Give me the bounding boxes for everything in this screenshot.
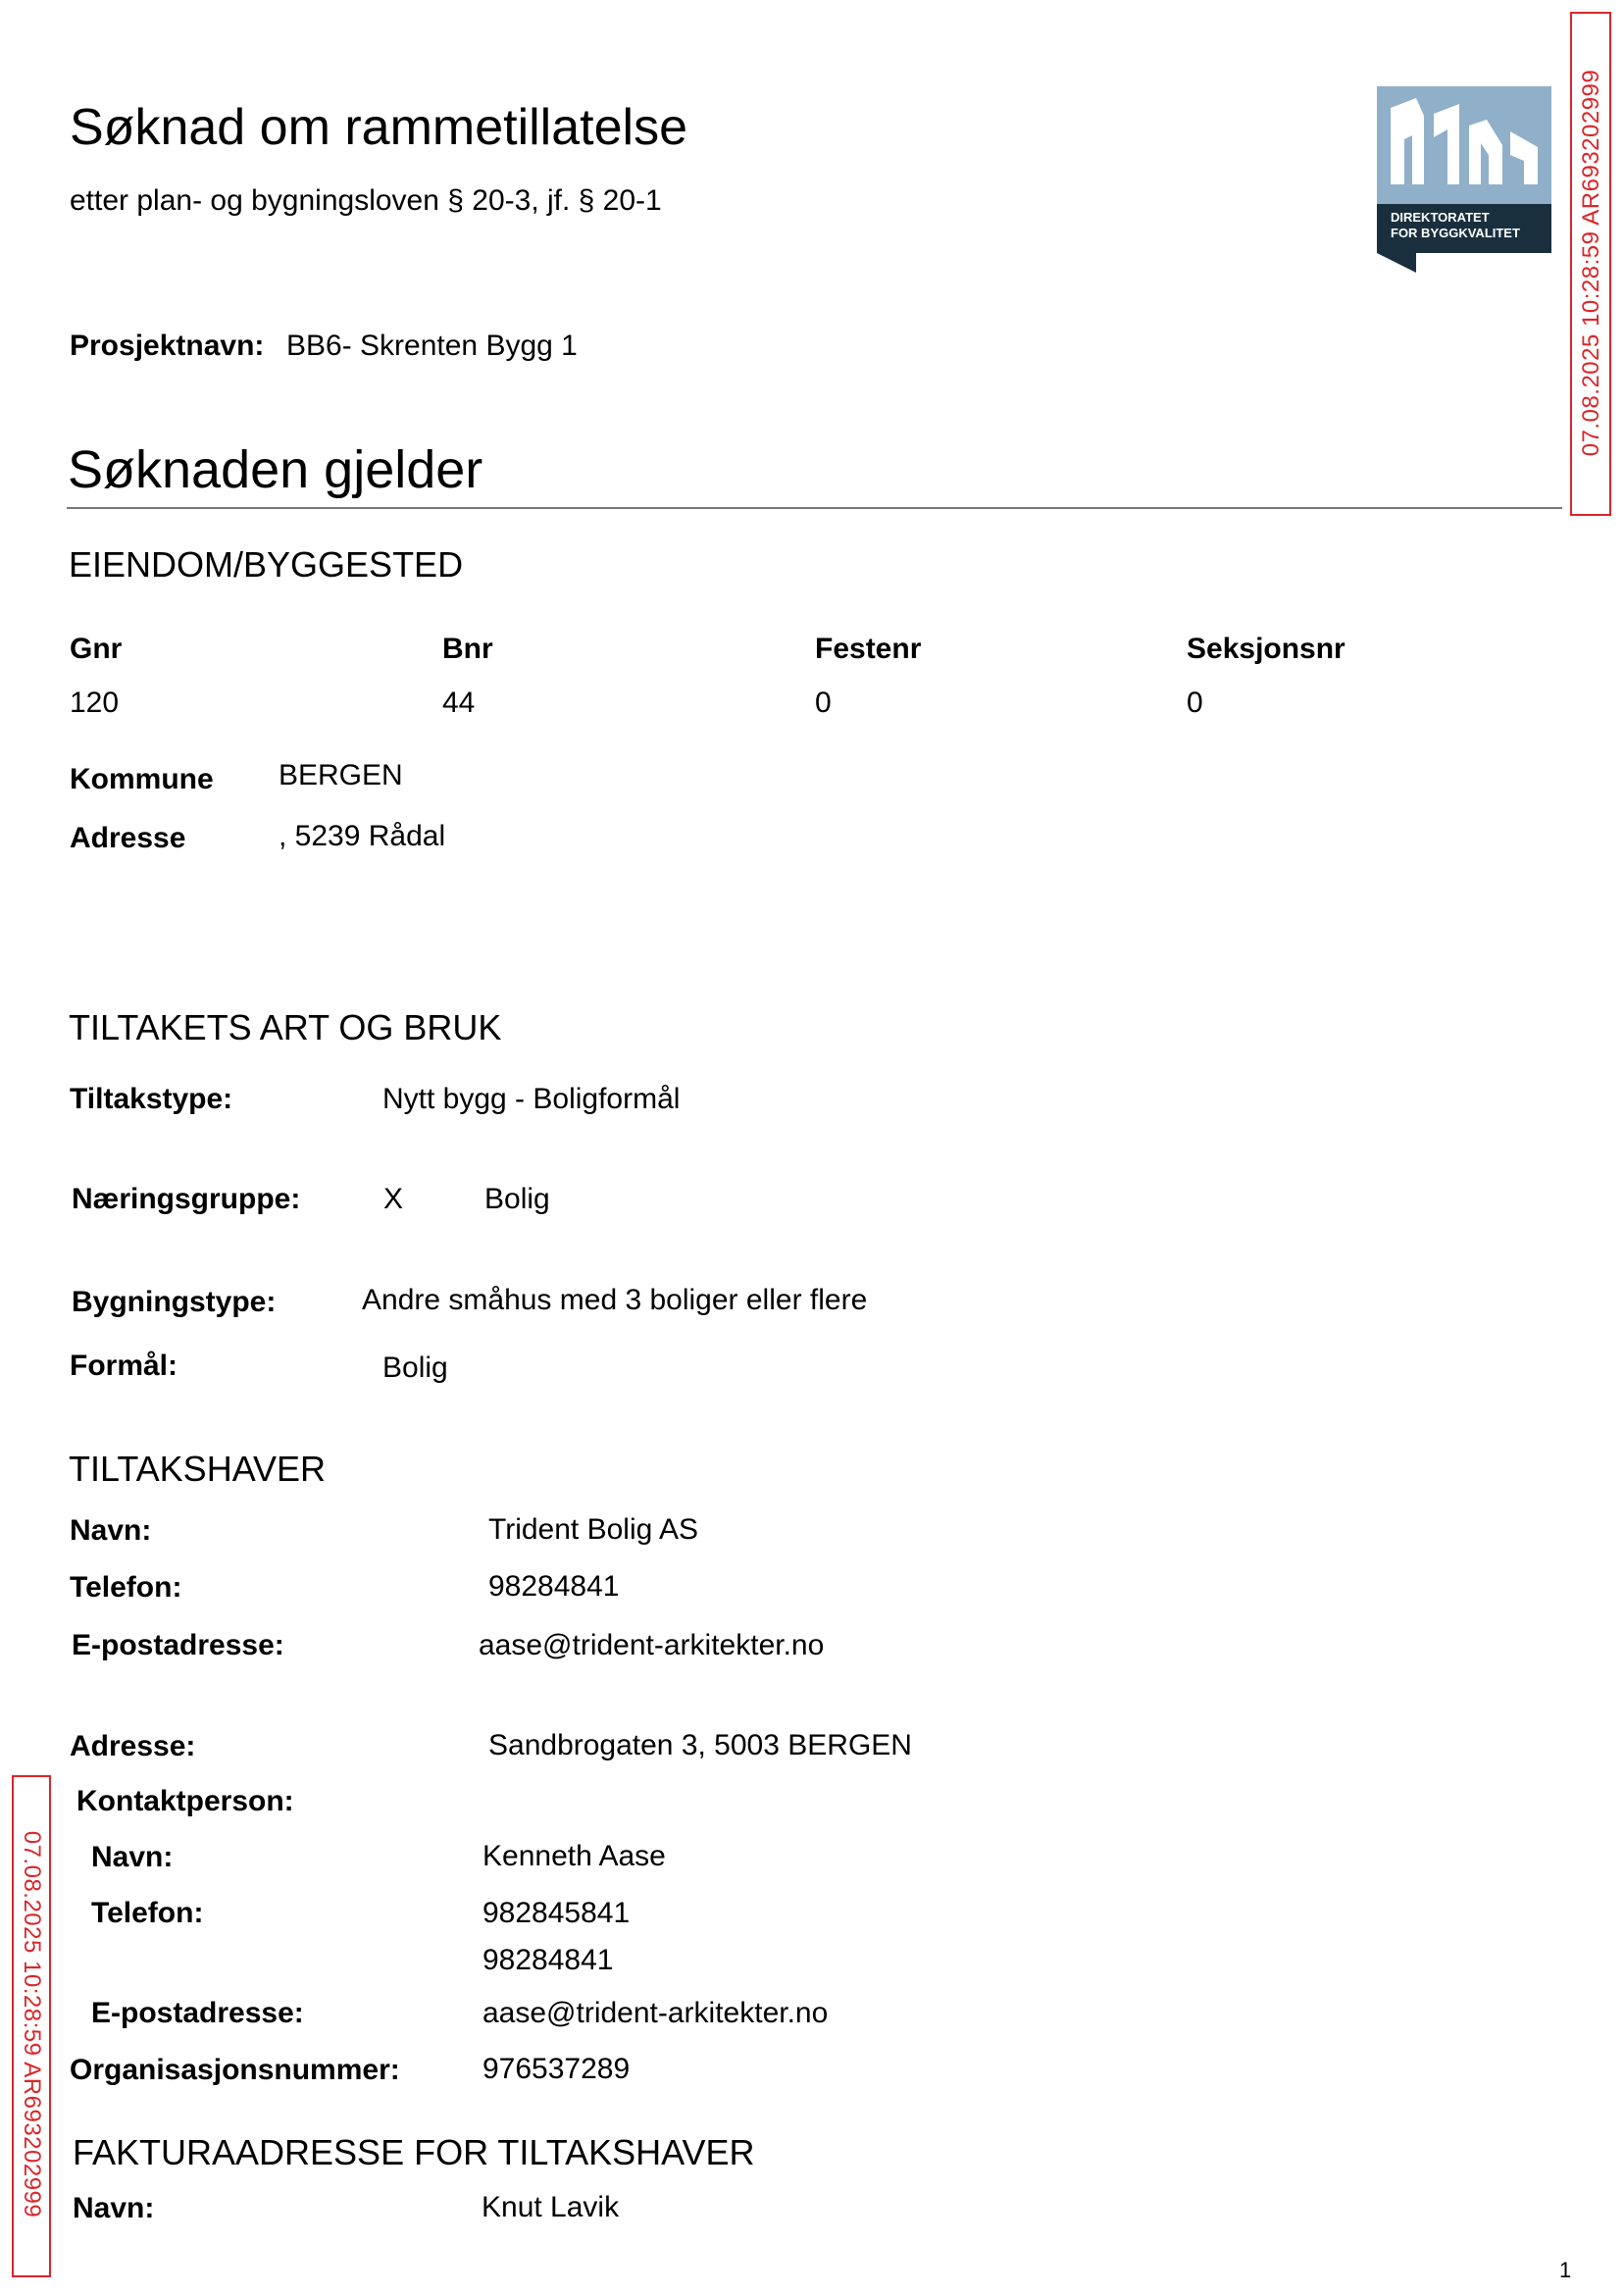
orgnr-label: Organisasjonsnummer: xyxy=(70,2054,400,2086)
naeringsgruppe-code: X xyxy=(383,1183,404,1215)
document-title: Søknad om rammetillatelse xyxy=(70,99,687,156)
date-stamp-right xyxy=(1570,12,1611,516)
tiltakshaver-telefon-value: 98284841 xyxy=(488,1570,620,1603)
faktura-navn-value: Knut Lavik xyxy=(482,2191,620,2223)
date-stamp-right-text: 07.08.2025 10:28:59 AR693202999 xyxy=(1578,69,1604,457)
seksjonsnr-value: 0 xyxy=(1187,687,1203,719)
tiltakstype-value: Nytt bygg - Boligformål xyxy=(382,1083,681,1115)
bnr-label: Bnr xyxy=(442,633,493,665)
dibk-logo xyxy=(1377,86,1551,273)
tiltakshaver-adresse-label: Adresse: xyxy=(70,1730,196,1762)
festenr-label: Festenr xyxy=(815,633,922,665)
naeringsgruppe-value: Bolig xyxy=(484,1183,550,1215)
gnr-value: 120 xyxy=(70,687,120,719)
tiltakshaver-telefon-label: Telefon: xyxy=(70,1571,182,1604)
formal-value: Bolig xyxy=(382,1351,448,1384)
logo-text-line1: DIREKTORATET xyxy=(1391,210,1490,225)
naeringsgruppe-label: Næringsgruppe: xyxy=(72,1183,301,1215)
formal-label: Formål: xyxy=(70,1350,178,1382)
kontakt-telefon-value-1: 982845841 xyxy=(482,1897,631,1929)
kontakt-epost-label: E-postadresse: xyxy=(91,1997,304,2029)
kontakt-navn-value: Kenneth Aase xyxy=(482,1840,666,1872)
eiendom-heading: EIENDOM/BYGGESTED xyxy=(69,544,464,585)
kontaktperson-label: Kontaktperson: xyxy=(76,1785,294,1817)
document-subtitle: etter plan- og bygningsloven § 20-3, jf. § 20-1 xyxy=(70,184,662,217)
tiltakshaver-adresse-value: Sandbrogaten 3, 5003 BERGEN xyxy=(488,1729,912,1761)
bnr-value: 44 xyxy=(442,687,476,719)
adresse-value: , 5239 Rådal xyxy=(279,820,446,852)
adresse-label: Adresse xyxy=(70,822,186,854)
tiltakstype-label: Tiltakstype: xyxy=(70,1083,233,1115)
tiltakshaver-navn-value: Trident Bolig AS xyxy=(488,1513,698,1546)
tiltakshaver-epost-value: aase@trident-arkitekter.no xyxy=(479,1629,825,1661)
faktura-navn-label: Navn: xyxy=(73,2192,155,2224)
tiltakshaver-epost-label: E-postadresse: xyxy=(72,1629,284,1661)
seksjonsnr-label: Seksjonsnr xyxy=(1187,633,1345,665)
tiltak-heading: TILTAKETS ART OG BRUK xyxy=(69,1007,502,1047)
project-name-value: BB6- Skrenten Bygg 1 xyxy=(286,330,578,362)
project-name-label: Prosjektnavn: xyxy=(70,330,265,362)
kontakt-telefon-value-2: 98284841 xyxy=(482,1944,614,1976)
section-divider xyxy=(67,507,1562,509)
kontakt-telefon-label: Telefon: xyxy=(91,1897,204,1929)
date-stamp-left xyxy=(12,1775,51,2277)
faktura-heading: FAKTURAADRESSE FOR TILTAKSHAVER xyxy=(73,2132,755,2172)
kontakt-navn-label: Navn: xyxy=(91,1841,174,1873)
kommune-label: Kommune xyxy=(70,763,214,795)
page-number: 1 xyxy=(1559,2258,1572,2282)
gnr-label: Gnr xyxy=(70,633,123,665)
bygningstype-value: Andre småhus med 3 boliger eller flere xyxy=(362,1284,868,1316)
bygningstype-label: Bygningstype: xyxy=(72,1286,277,1318)
section-title: Søknaden gjelder xyxy=(68,440,483,499)
kontakt-epost-value: aase@trident-arkitekter.no xyxy=(482,1997,829,2029)
festenr-value: 0 xyxy=(815,687,832,719)
tiltakshaver-navn-label: Navn: xyxy=(70,1514,152,1547)
kommune-value: BERGEN xyxy=(279,759,403,791)
orgnr-value: 976537289 xyxy=(482,2053,631,2085)
tiltakshaver-heading: TILTAKSHAVER xyxy=(69,1449,327,1489)
date-stamp-left-text: 07.08.2025 10:28:59 AR693202999 xyxy=(19,1830,45,2218)
logo-text-line2: FOR BYGGKVALITET xyxy=(1391,226,1520,240)
